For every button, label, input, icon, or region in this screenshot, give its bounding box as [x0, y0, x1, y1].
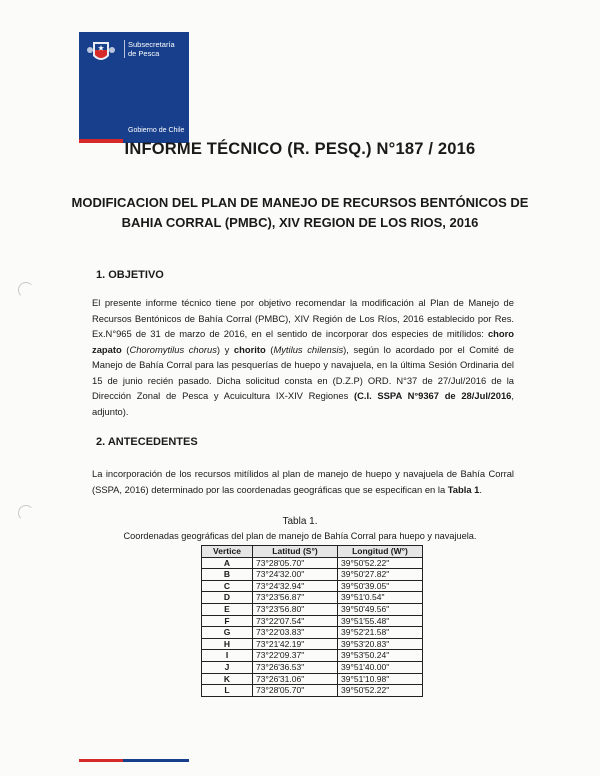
- cell-vertice: B: [202, 569, 253, 581]
- objetivo-text-1: El presente informe técnico tiene por objetivo recomendar la modificación al Plan de Manejo de Recursos Bentónicos de Bahía Corral (PMBC), XIV Región de Los Ríos, 2016 establecido por Res. Ex.N°965 de 31 de marzo de 2016, en el sentido de incorporar dos especies de mitílidos:: [92, 297, 514, 339]
- section-heading-antecedentes: 2. ANTECEDENTES: [96, 436, 198, 448]
- table-row: [202, 673, 423, 685]
- objetivo-reference: (C.I. SSPA N°9367 de 28/Jul/2016: [353, 390, 512, 401]
- paragraph-antecedentes: [92, 466, 514, 497]
- cell-longitud: 39°53'20.83": [338, 638, 423, 650]
- cell-vertice: I: [202, 650, 253, 662]
- footer-red-bar: [79, 759, 123, 762]
- table-row: [202, 661, 423, 673]
- cell-vertice: G: [202, 627, 253, 639]
- cell-vertice: C: [202, 580, 253, 592]
- cell-vertice: D: [202, 592, 253, 604]
- cell-longitud: 39°50'39.05": [338, 580, 423, 592]
- logo-government: Gobierno de Chile: [128, 127, 185, 134]
- cell-longitud: 39°51'40.00": [338, 661, 423, 673]
- cell-vertice: A: [202, 557, 253, 569]
- cell-latitud: 73°28'05.70": [253, 557, 338, 569]
- punch-hole-mark: [18, 282, 34, 298]
- table-row: [202, 569, 423, 581]
- objetivo-text-end: , adjunto).: [92, 390, 514, 417]
- species-1-scientific: Choromytilus chorus: [129, 343, 217, 355]
- table-row: [202, 627, 423, 639]
- table-row: [202, 650, 423, 662]
- cell-longitud: 39°53'50.24": [338, 650, 423, 662]
- species-1-common: choro zapato: [92, 328, 514, 355]
- section-heading-objetivo: 1. OBJETIVO: [96, 269, 164, 281]
- paragraph-objetivo: El presente informe técnico tiene por objetivo recomendar la modificación al Plan de Manejo de Recursos Bentónicos de Bahía Corral (PMBC), XIV Región de Los Ríos, 2016 establecido por Res. Ex.N°965 de 31 de marzo de 2016, en el sentido de incorporar dos especies de mitílidos: choro zapato (Choromytilus chorus) y chorito (Mytilus chilensis), según lo acordado por el Comité de Manejo de Bahía Corral para las pesquerías de huepo y navajuela, en la última Sesión Ordinaria del 15 de junio recién pasado. Dicha solicitud consta en (D.Z.P) ORD. N°37 de 27/Jul/2016 de la Dirección Zonal de Pesca y Acuicultura IX-XIV Regiones (C.I. SSPA N°9367 de 28/Jul/2016, adjunto).: [92, 297, 515, 417]
- antecedentes-end: .: [479, 483, 482, 495]
- table-label: Tabla 1.: [282, 516, 318, 527]
- species-2-common: chorito: [233, 343, 266, 355]
- cell-longitud: 39°50'49.56": [338, 603, 423, 615]
- logo-org-name: [128, 40, 175, 58]
- cell-longitud: 39°51'10.98": [338, 673, 423, 685]
- cell-vertice: K: [202, 673, 253, 685]
- cell-latitud: 73°26'36.53": [253, 661, 338, 673]
- cell-latitud: 73°23'56.87": [253, 592, 338, 604]
- report-subtitle: MODIFICACION DEL PLAN DE MANEJO DE RECURSOS BENTÓNICOS DE BAHIA CORRAL (PMBC), XIV REGION DE LOS RIOS, 2016: [71, 195, 529, 230]
- cell-longitud: 39°52'21.58": [338, 627, 423, 639]
- cell-longitud: 39°51'0.54": [338, 592, 423, 604]
- table-row: [202, 603, 423, 615]
- cell-vertice: F: [202, 615, 253, 627]
- cell-latitud: 73°23'56.80": [253, 603, 338, 615]
- species-2-scientific: Mytilus chilensis: [273, 343, 344, 355]
- header-vertice: Vertice: [202, 546, 253, 558]
- table-caption: Coordenadas geográficas del plan de manejo de Bahía Corral para huepo y navajuela.: [123, 531, 477, 541]
- antecedentes-text: La incorporación de los recursos mitílidos al plan de manejo de huepo y navajuela de Bahía Corral (SSPA, 2016) determinado por las coordenadas geográficas que se especifican en la: [92, 468, 514, 495]
- header-latitud: Latitud (S°): [253, 546, 338, 558]
- coat-of-arms-icon: [84, 38, 118, 68]
- cell-latitud: 73°22'03.83": [253, 627, 338, 639]
- header-longitud: Longitud (W°): [338, 546, 423, 558]
- cell-latitud: 73°21'42.19": [253, 638, 338, 650]
- table-row: [202, 615, 423, 627]
- cell-vertice: H: [202, 638, 253, 650]
- report-title: INFORME TÉCNICO (R. PESQ.) N°187 / 2016: [124, 140, 476, 158]
- cell-latitud: 73°28'05.70": [253, 685, 338, 697]
- logo-divider: [124, 40, 125, 58]
- cell-longitud: 39°50'52.22": [338, 685, 423, 697]
- table-row: [202, 638, 423, 650]
- coordinates-table: [201, 545, 423, 697]
- cell-latitud: 73°26'31.06": [253, 673, 338, 685]
- objetivo-conjunction: y: [224, 343, 230, 355]
- table-reference: Tabla 1: [447, 483, 480, 495]
- cell-latitud: 73°24'32.94": [253, 580, 338, 592]
- cell-vertice: E: [202, 603, 253, 615]
- cell-longitud: 39°50'27.82": [338, 569, 423, 581]
- cell-latitud: 73°22'09.37": [253, 650, 338, 662]
- logo-org-line2: de Pesca: [128, 49, 160, 58]
- logo-org-line1: Subsecretaría: [128, 40, 175, 49]
- table-row: [202, 557, 423, 569]
- table-header-row: [202, 546, 423, 558]
- table-row: [202, 592, 423, 604]
- table-row: [202, 685, 423, 697]
- footer-blue-bar: [123, 759, 189, 762]
- cell-latitud: 73°24'32.00": [253, 569, 338, 581]
- cell-latitud: 73°22'07.54": [253, 615, 338, 627]
- cell-longitud: 39°50'52.22": [338, 557, 423, 569]
- table-row: [202, 580, 423, 592]
- cell-vertice: L: [202, 685, 253, 697]
- cell-vertice: J: [202, 661, 253, 673]
- cell-longitud: 39°51'55.48": [338, 615, 423, 627]
- objetivo-text-2: , según lo acordado por el Comité de Manejo de Bahía Corral para las pesquerías de huepo y navajuela, en la última Sesión Ordinaria del 15 de junio recién pasado. Dicha solicitud consta en (D.Z.P) ORD. N°37 de 27/Jul/2016 de la Dirección Zonal de Pesca y Acuicultura IX-XIV Regiones: [92, 343, 515, 401]
